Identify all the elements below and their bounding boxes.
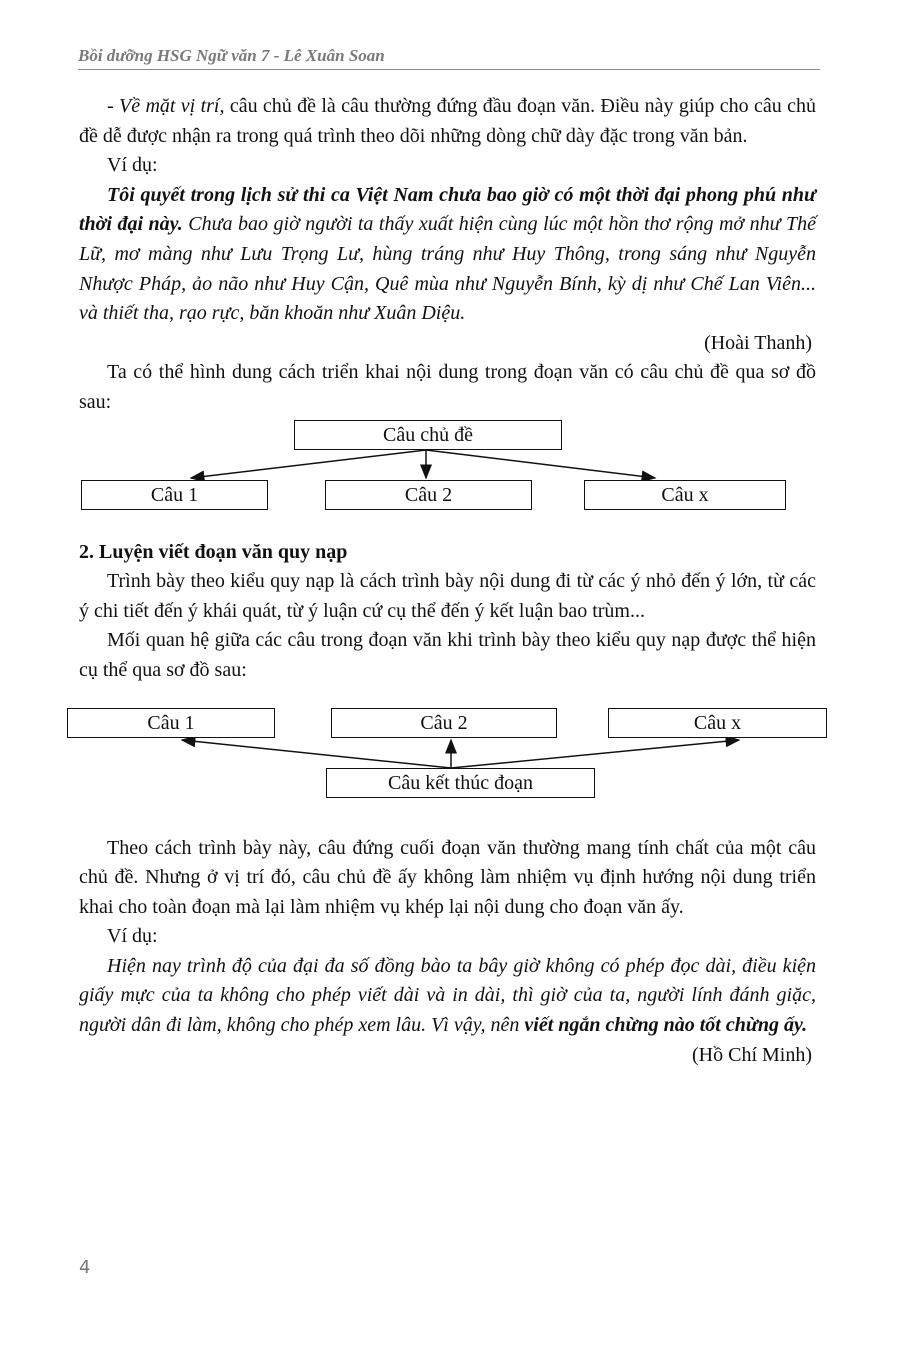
example-quote	[79, 952, 816, 1041]
box-concluding-sentence: Câu kết thúc đoạn	[326, 768, 595, 798]
arrow-to-cau-1	[182, 740, 451, 768]
attribution: (Hoài Thanh)	[704, 331, 812, 354]
box-cau-2: Câu 2	[325, 480, 532, 510]
paragraph-text: câu chủ đề là câu thường đứng đầu đoạn văn. Điều này giúp cho câu chủ đề dễ được nhận ra trong quá trình theo dõi những dòng chữ dày đặc trong văn bản.	[79, 95, 816, 147]
arrow-to-cau-x	[451, 740, 739, 768]
quote-body: Chưa bao giờ người ta thấy xuất hiện cùng lúc một hồn thơ rộng mở như Thế Lữ, mơ màng như Lưu Trọng Lư, hùng tráng như Huy Thông, trong sáng như Nguyễn Nhược Pháp, ảo não như Huy Cận, Quê mùa như Nguyễn Bính, kỳ dị như Chế Lan Viên... và thiết tha, rạo rực, băn khoăn như Xuân Diệu.	[79, 213, 816, 325]
box-cau-2: Câu 2	[331, 708, 557, 738]
dash: -	[107, 95, 120, 117]
diagram-deductive	[79, 418, 816, 514]
example-label: Ví dụ:	[107, 925, 158, 948]
quote-concluding-sentence: viết ngắn chừng nào tốt chừng ấy.	[524, 1014, 808, 1037]
box-cau-1: Câu 1	[81, 480, 268, 510]
arrow-to-cau-1	[191, 450, 426, 478]
paragraph-inductive-explanation: Theo cách trình bày này, câu đứng cuối đoạn văn thường mang tính chất của một câu chủ đề. Nhưng ở vị trí đó, câu chủ đề ấy không làm nhiệm vụ định hướng nội dung triển khai cho toàn đoạn mà lại làm nhiệm vụ khép lại nội dung cho đoạn văn ấy.	[79, 836, 816, 918]
box-cau-x: Câu x	[584, 480, 786, 510]
paragraph-position	[79, 92, 816, 151]
arrow-to-cau-x	[426, 450, 655, 478]
diagram-inductive	[67, 708, 827, 808]
quote-topic-sentence: Tôi quyết trong lịch sử thi ca Việt Nam chưa bao giờ có một thời đại phong phú như thời đại này.	[79, 183, 816, 236]
box-topic-sentence: Câu chủ đề	[294, 420, 562, 450]
running-header: Bồi dưỡng HSG Ngữ văn 7 - Lê Xuân Soan	[78, 46, 820, 70]
paragraph-inductive-definition: Trình bày theo kiểu quy nạp là cách trình bày nội dung đi từ các ý nhỏ đến ý lớn, từ các ý chi tiết đến ý khái quát, từ ý luận cứ cụ thể đến ý kết luận bao trùm...	[79, 570, 816, 622]
box-cau-1: Câu 1	[67, 708, 275, 738]
attribution: (Hồ Chí Minh)	[692, 1043, 812, 1066]
paragraph-diagram-intro: Ta có thể hình dung cách triển khai nội dung trong đoạn văn có câu chủ đề qua sơ đồ sau:	[79, 361, 816, 413]
section-heading: 2. Luyện viết đoạn văn quy nạp	[79, 540, 348, 563]
page-body	[79, 92, 816, 1070]
example-label: Ví dụ:	[107, 154, 158, 177]
page-number: 4	[79, 1257, 91, 1278]
emphasis-text: Về mặt vị trí,	[119, 95, 225, 117]
example-quote	[79, 181, 816, 329]
quote-body: Hiện nay trình độ của đại đa số đồng bào ta bây giờ không có phép đọc dài, điều kiện giấy mực của ta không cho phép viết dài và in dài, thì giờ của ta, người lính đánh giặc, người dân đi làm, không cho phép xem lâu. Vì vậy, nên	[79, 954, 816, 1037]
box-cau-x: Câu x	[608, 708, 827, 738]
paragraph-inductive-diagram-intro: Mối quan hệ giữa các câu trong đoạn văn khi trình bày theo kiểu quy nạp được thể hiện cụ thể qua sơ đồ sau:	[79, 629, 816, 681]
